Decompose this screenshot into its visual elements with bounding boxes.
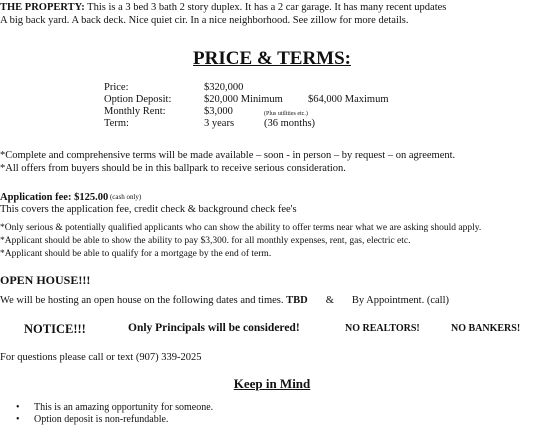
requirement-line-3: *Applicant should be able to qualify for a mortgage by the end of term.: [0, 249, 272, 259]
application-fee-line: [0, 191, 141, 204]
application-fee-desc: This covers the application fee, credit check & background check fee's: [0, 204, 297, 215]
notice-no-bankers: NO BANKERS!: [451, 323, 521, 334]
property-line-1: [0, 2, 446, 14]
open-house-text: [0, 295, 449, 307]
notice-principals: Only Principals will be considered!: [128, 322, 300, 334]
note-line-2: *All offers from buyers should be in this ballpark to receive serious consideration.: [0, 163, 346, 174]
requirement-line-2: *Applicant should be able to show the ability to pay $3,300. for all monthly expenses, rent, gas, electric etc.: [0, 236, 411, 246]
application-fee-label: Application fee: $125.00: [0, 192, 109, 203]
term-label: Price:: [104, 82, 129, 93]
open-house-amp: &: [325, 295, 334, 306]
term-label: Monthly Rent:: [104, 106, 166, 117]
list-item: [0, 402, 213, 414]
list-item-text: Option deposit is non-refundable.: [34, 414, 169, 425]
note-line-1: *Complete and comprehensive terms will be made available – soon - in person – by request – on agreement.: [0, 150, 456, 161]
term-value: 3 years: [204, 118, 235, 129]
term-note: (Plus utilities etc.): [264, 111, 308, 117]
bullet-icon: •: [16, 402, 20, 413]
contact-line: For questions please call or text (907) 339-2025: [0, 352, 202, 363]
term-note: (36 months): [264, 118, 316, 129]
term-value: $20,000 Minimum: [204, 94, 283, 105]
price-terms-heading: PRICE & TERMS:: [193, 48, 351, 69]
bullet-icon: •: [16, 414, 20, 425]
term-label: Option Deposit:: [104, 94, 172, 105]
application-fee-note: (cash only): [108, 193, 142, 201]
notice-line: [0, 322, 544, 338]
open-house-tbd: TBD: [286, 295, 308, 306]
notice-label: NOTICE!!!: [24, 322, 86, 336]
term-label: Term:: [104, 118, 129, 129]
term-value: $3,000: [204, 106, 233, 117]
open-house-desc: We will be hosting an open house on the following dates and times.: [0, 295, 287, 306]
property-label: THE PROPERTY:: [0, 2, 85, 13]
open-house-heading: OPEN HOUSE!!!: [0, 273, 91, 287]
requirement-line-1: *Only serious & potentially qualified applicants who can show the ability to offer terms near what we are asking should apply.: [0, 223, 482, 233]
list-item: [0, 414, 213, 426]
keep-in-mind-list: [0, 402, 213, 426]
property-line-2: A big back yard. A back deck. Nice quiet cir. In a nice neighborhood. See zillow for more details.: [0, 15, 409, 26]
term-max-value: $64,000 Maximum: [308, 94, 389, 105]
notice-no-realtors: NO REALTORS!: [345, 323, 420, 334]
open-house-appointment: By Appointment. (call): [351, 295, 449, 306]
property-text: This is a 3 bed 3 bath 2 story duplex. It has a 2 car garage. It has many recent updates: [84, 2, 447, 13]
list-item-text: This is an amazing opportunity for someone.: [34, 402, 214, 413]
keep-in-mind-heading: Keep in Mind: [233, 376, 311, 391]
term-value: $320,000: [204, 82, 244, 93]
